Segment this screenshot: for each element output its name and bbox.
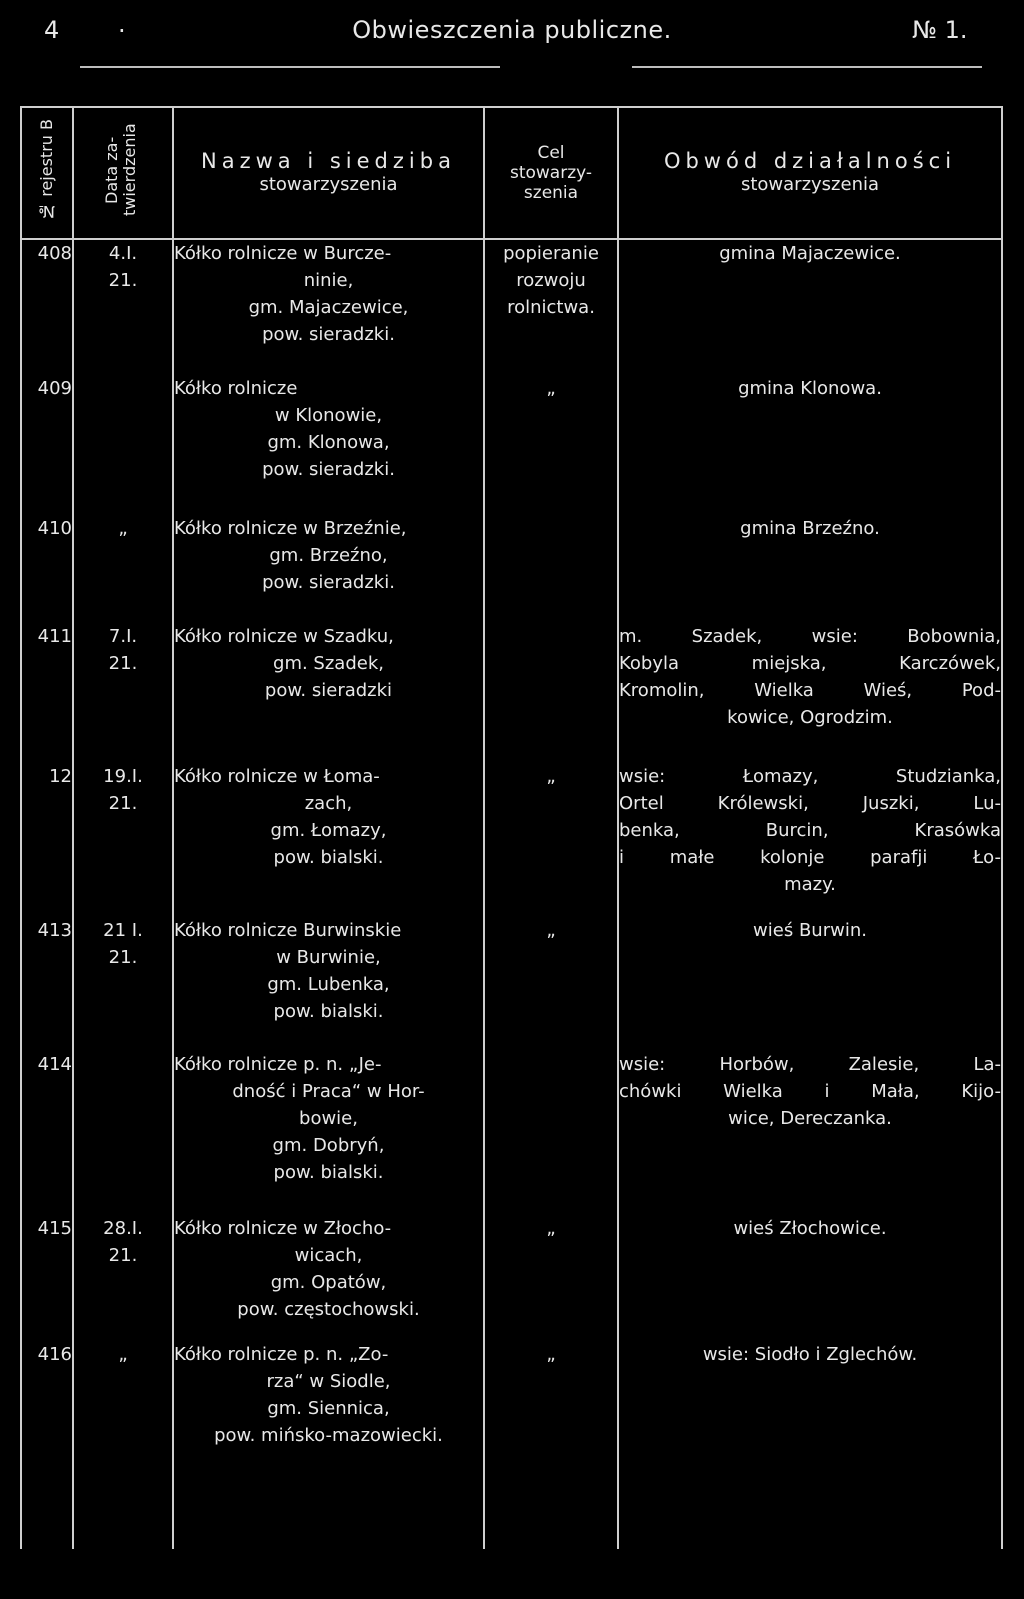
header-purpose-line2: stowarzy- — [509, 163, 593, 183]
area-line: gmina Klonowa. — [738, 378, 882, 399]
name-line: dność i Praca“ w Hor- — [232, 1081, 425, 1102]
registry-number: 415 — [37, 1218, 72, 1239]
association-name-cell — [173, 375, 484, 515]
area-cell — [618, 623, 1002, 763]
name-line: gm. Szadek, — [273, 653, 384, 674]
name-line: wicach, — [294, 1245, 363, 1266]
name-line: gm. Klonowa, — [267, 432, 390, 453]
name-line: pow. sieradzki — [264, 680, 393, 701]
name-line: Kółko rolnicze w Brzeźnie, — [174, 518, 407, 539]
header-name — [173, 107, 484, 239]
purpose-cell — [484, 623, 618, 763]
area-line: wsie: Łomazy, Studzianka, — [619, 766, 1001, 787]
area-line: wsie: Horbów, Zalesie, La- — [619, 1054, 1001, 1075]
registry-number: 410 — [37, 518, 72, 539]
name-line: w Klonowie, — [274, 405, 383, 426]
approval-date-cell — [73, 239, 173, 375]
header-registry-no — [21, 107, 73, 239]
purpose-cell — [484, 375, 618, 515]
empty-cell — [618, 1459, 1002, 1549]
registry-number-cell — [21, 1051, 73, 1215]
area-cell — [618, 375, 1002, 515]
table-body — [21, 239, 1002, 1549]
registry-number-cell — [21, 1215, 73, 1341]
purpose-line: rolnictwa. — [507, 297, 595, 318]
name-line: bowie, — [299, 1108, 358, 1129]
area-line: wieś Złochowice. — [733, 1218, 887, 1239]
approval-date-cell — [73, 763, 173, 917]
purpose-cell — [484, 1051, 618, 1215]
table-row — [21, 515, 1002, 623]
approval-date-cell — [73, 1341, 173, 1459]
date-line: 21. — [108, 793, 138, 814]
table-filler-row — [21, 1459, 1002, 1549]
name-line: rza“ w Siodle, — [266, 1371, 391, 1392]
empty-cell — [73, 1459, 173, 1549]
name-line: pow. bialski. — [273, 1162, 384, 1183]
approval-date-cell — [73, 917, 173, 1051]
header-approval-date-label: Data za-twierdzenia — [102, 123, 139, 216]
page-title: Obwieszczenia publiczne. — [352, 16, 672, 44]
name-line: gm. Dobryń, — [272, 1135, 385, 1156]
header-area-line1: Obwód działalności — [663, 149, 957, 173]
association-register-table — [20, 106, 1003, 1549]
area-cell — [618, 1051, 1002, 1215]
empty-cell — [484, 1459, 618, 1549]
table-row — [21, 623, 1002, 763]
date-line: 19.I. — [103, 766, 143, 787]
association-name-cell — [173, 239, 484, 375]
registry-number-cell — [21, 623, 73, 763]
registry-number: 409 — [37, 378, 72, 399]
table-row — [21, 1215, 1002, 1341]
registry-number: 414 — [37, 1054, 72, 1075]
purpose-cell — [484, 1341, 618, 1459]
registry-number-cell — [21, 515, 73, 623]
area-line: wieś Burwin. — [753, 920, 867, 941]
date-line: 21 I. — [103, 920, 143, 941]
area-cell — [618, 1215, 1002, 1341]
date-line: 21. — [108, 653, 138, 674]
table-row — [21, 239, 1002, 375]
name-line: pow. sieradzki. — [262, 324, 395, 345]
header-area — [618, 107, 1002, 239]
header-name-line1: Nazwa i siedziba — [201, 149, 456, 173]
area-line: kowice, Ogrodzim. — [727, 707, 893, 728]
purpose-line: „ — [546, 920, 556, 941]
area-line: i małe kolonje parafji Ło- — [619, 847, 1001, 868]
name-line: Kółko rolnicze w Burcze- — [174, 243, 392, 264]
approval-date-cell — [73, 623, 173, 763]
purpose-line: „ — [546, 1218, 556, 1239]
association-name-cell — [173, 917, 484, 1051]
area-cell — [618, 763, 1002, 917]
area-line: gmina Brzeźno. — [740, 518, 880, 539]
date-line: „ — [118, 518, 128, 539]
area-line: wice, Dereczanka. — [728, 1108, 892, 1129]
page-number: 4 — [44, 16, 60, 44]
issue-number: № 1. — [912, 16, 968, 44]
name-line: zach, — [304, 793, 353, 814]
area-cell — [618, 239, 1002, 375]
name-line: Kółko rolnicze w Złocho- — [174, 1218, 392, 1239]
purpose-cell — [484, 763, 618, 917]
registry-number: 411 — [37, 626, 72, 647]
name-line: w Burwinie, — [276, 947, 381, 968]
name-line: Kółko rolnicze p. n. „Je- — [174, 1054, 382, 1075]
table-header — [21, 107, 1002, 239]
purpose-line: rozwoju — [516, 270, 586, 291]
header-rule-right — [632, 66, 982, 68]
header-approval-date — [73, 107, 173, 239]
table-row — [21, 375, 1002, 515]
name-line: Kółko rolnicze — [174, 378, 298, 399]
area-line: wsie: Siodło i Zglechów. — [702, 1344, 918, 1365]
date-line: „ — [118, 1344, 128, 1365]
purpose-cell — [484, 515, 618, 623]
purpose-cell — [484, 917, 618, 1051]
name-line: Kółko rolnicze w Łoma- — [174, 766, 380, 787]
name-line: pow. mińsko-mazowiecki. — [214, 1425, 443, 1446]
area-line: chówki Wielka i Mała, Kijo- — [619, 1081, 1001, 1102]
registry-number-cell — [21, 1341, 73, 1459]
area-line: m. Szadek, wsie: Bobownia, — [619, 626, 1001, 647]
area-line: mazy. — [784, 874, 836, 895]
date-line: 21. — [108, 947, 138, 968]
area-line: benka, Burcin, Krasówka — [619, 820, 1001, 841]
date-line: 7.I. — [108, 626, 138, 647]
header-purpose-line1: Cel — [537, 143, 565, 163]
name-line: pow. sieradzki. — [262, 572, 395, 593]
name-line: gm. Majaczewice, — [248, 297, 409, 318]
empty-cell — [173, 1459, 484, 1549]
registry-number: 413 — [37, 920, 72, 941]
purpose-cell — [484, 239, 618, 375]
purpose-line: „ — [546, 766, 556, 787]
name-line: Kółko rolnicze w Szadku, — [174, 626, 394, 647]
purpose-line: „ — [546, 378, 556, 399]
name-line: gm. Brzeźno, — [269, 545, 388, 566]
name-line: pow. bialski. — [273, 1001, 384, 1022]
approval-date-cell — [73, 375, 173, 515]
area-line: Kobyla miejska, Karczówek, — [619, 653, 1001, 674]
registry-number-cell — [21, 239, 73, 375]
date-line: 4.I. — [108, 243, 138, 264]
header-name-line2: stowarzyszenia — [259, 174, 398, 195]
registry-number-cell — [21, 375, 73, 515]
area-cell — [618, 917, 1002, 1051]
table-row — [21, 1341, 1002, 1459]
date-line: 28.I. — [103, 1218, 143, 1239]
table-row — [21, 917, 1002, 1051]
association-name-cell — [173, 1051, 484, 1215]
header-purpose — [484, 107, 618, 239]
name-line: Kółko rolnicze p. n. „Zo- — [174, 1344, 389, 1365]
area-line: Ortel Królewski, Juszki, Lu- — [619, 793, 1001, 814]
header-area-line2: stowarzyszenia — [740, 174, 880, 195]
association-name-cell — [173, 763, 484, 917]
approval-date-cell — [73, 1051, 173, 1215]
name-line: Kółko rolnicze Burwinskie — [174, 920, 402, 941]
registry-number-cell — [21, 763, 73, 917]
purpose-line: popieranie — [503, 243, 599, 264]
association-name-cell — [173, 1215, 484, 1341]
purpose-line: „ — [546, 1344, 556, 1365]
area-line: gmina Majaczewice. — [719, 243, 901, 264]
registry-number-cell — [21, 917, 73, 1051]
area-cell — [618, 515, 1002, 623]
association-name-cell — [173, 1341, 484, 1459]
name-line: gm. Łomazy, — [270, 820, 387, 841]
name-line: pow. sieradzki. — [262, 459, 395, 480]
header-purpose-line3: szenia — [523, 183, 579, 203]
association-name-cell — [173, 623, 484, 763]
header-registry-no-label: № rejestru B — [37, 118, 56, 221]
area-line: Kromolin, Wielka Wieś, Pod- — [619, 680, 1001, 701]
approval-date-cell — [73, 1215, 173, 1341]
registry-number: 12 — [49, 766, 72, 787]
empty-cell — [21, 1459, 73, 1549]
header-dot: . — [118, 10, 126, 38]
purpose-cell — [484, 1215, 618, 1341]
table-row — [21, 763, 1002, 917]
approval-date-cell — [73, 515, 173, 623]
name-line: pow. bialski. — [273, 847, 384, 868]
name-line: pow. częstochowski. — [237, 1299, 420, 1320]
header-rule-left — [80, 66, 500, 68]
page-header — [0, 0, 1024, 60]
name-line: gm. Siennica, — [267, 1398, 390, 1419]
area-cell — [618, 1341, 1002, 1459]
date-line: 21. — [108, 1245, 138, 1266]
name-line: gm. Opatów, — [270, 1272, 387, 1293]
name-line: gm. Lubenka, — [267, 974, 390, 995]
date-line: 21. — [108, 270, 138, 291]
registry-number: 408 — [37, 243, 72, 264]
association-name-cell — [173, 515, 484, 623]
registry-number: 416 — [37, 1344, 72, 1365]
table-row — [21, 1051, 1002, 1215]
name-line: ninie, — [303, 270, 354, 291]
